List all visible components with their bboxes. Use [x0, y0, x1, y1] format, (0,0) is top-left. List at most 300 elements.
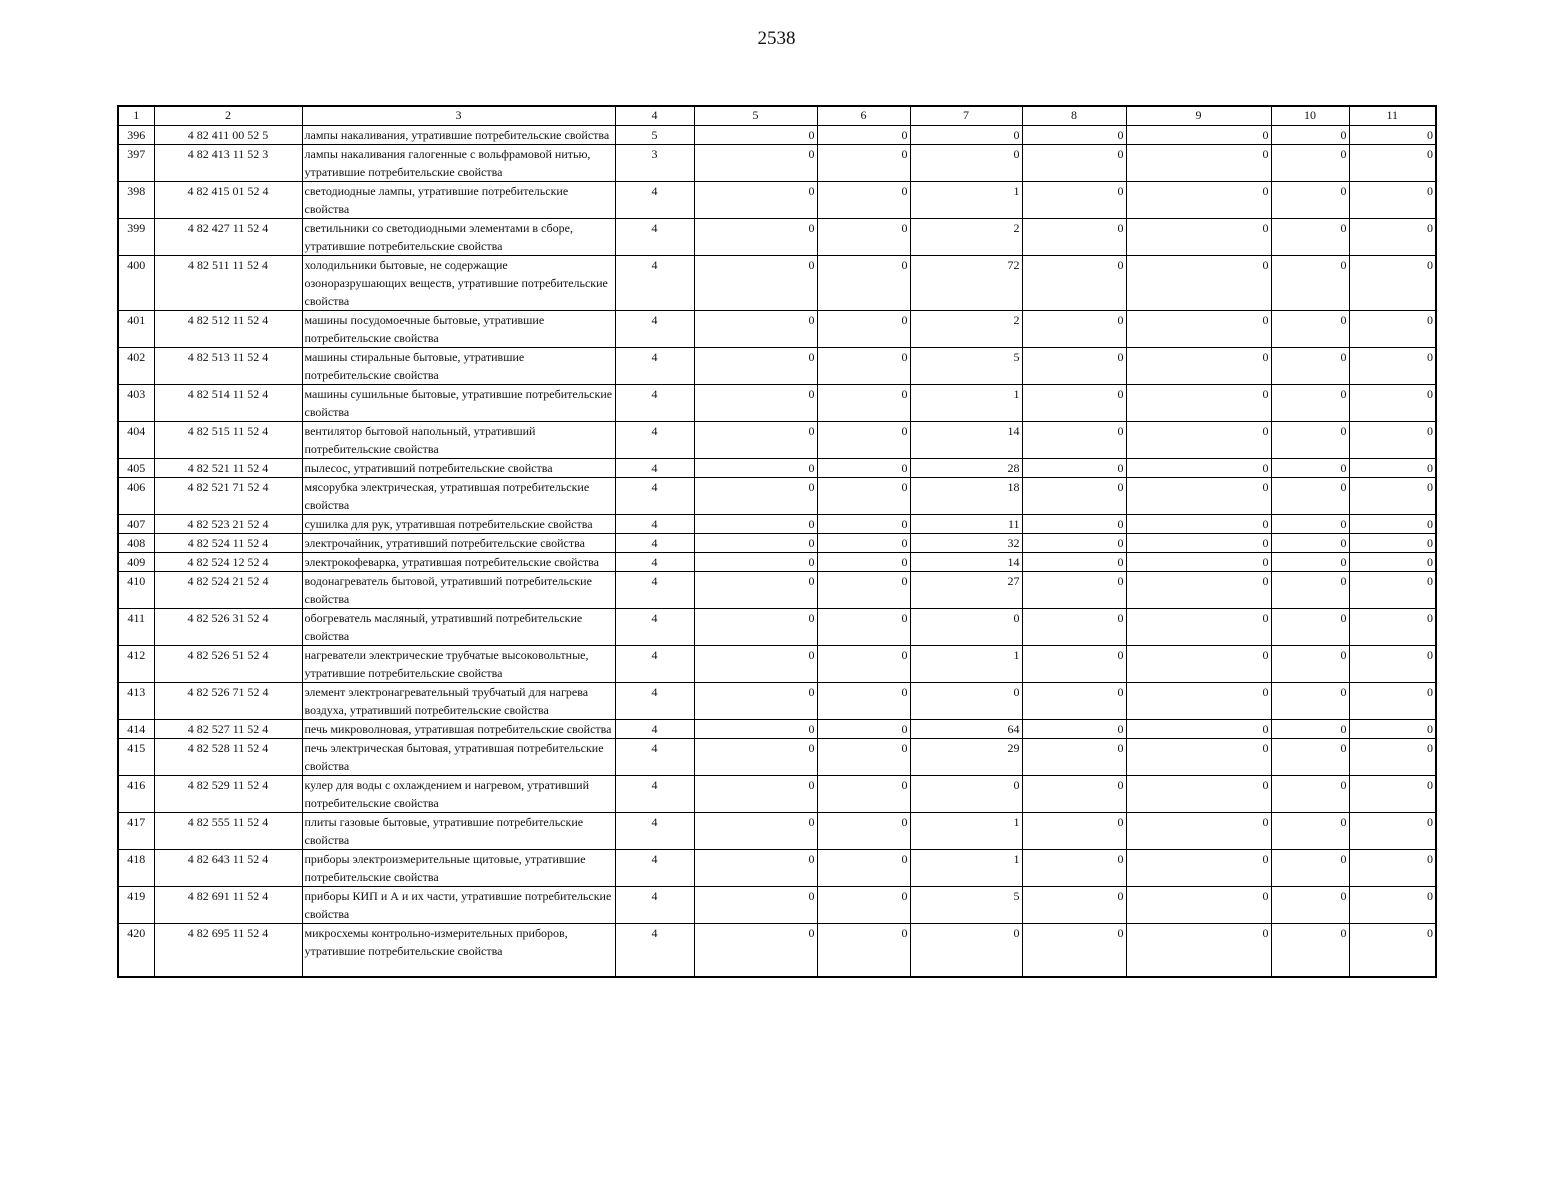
value-col-10: 0 [1271, 478, 1349, 515]
value-col-10: 0 [1271, 459, 1349, 478]
waste-code: 4 82 521 11 52 4 [154, 459, 302, 478]
value-col-11: 0 [1349, 478, 1436, 515]
value-col-11: 0 [1349, 776, 1436, 813]
value-col-6: 0 [817, 478, 910, 515]
value-col-8: 0 [1022, 182, 1126, 219]
value-col-7: 1 [910, 182, 1022, 219]
value-col-10: 0 [1271, 683, 1349, 720]
waste-name: плиты газовые бытовые, утратившие потребительские свойства [302, 813, 615, 850]
value-col-10: 0 [1271, 256, 1349, 311]
value-col-5: 0 [694, 572, 817, 609]
value-col-6: 0 [817, 739, 910, 776]
value-col-6: 0 [817, 609, 910, 646]
waste-code: 4 82 524 21 52 4 [154, 572, 302, 609]
row-number: 417 [118, 813, 154, 850]
value-col-6: 0 [817, 813, 910, 850]
value-col-7: 2 [910, 219, 1022, 256]
value-col-8: 0 [1022, 924, 1126, 978]
value-col-9: 0 [1126, 553, 1271, 572]
column-header: 4 [615, 106, 694, 126]
waste-name: лампы накаливания, утратившие потребительские свойства [302, 126, 615, 145]
value-col-5: 0 [694, 311, 817, 348]
value-col-11: 0 [1349, 219, 1436, 256]
value-col-9: 0 [1126, 776, 1271, 813]
value-col-5: 0 [694, 422, 817, 459]
value-col-11: 0 [1349, 145, 1436, 182]
row-number: 411 [118, 609, 154, 646]
value-col-6: 0 [817, 256, 910, 311]
value-col-5: 0 [694, 348, 817, 385]
hazard-class: 4 [615, 256, 694, 311]
value-col-6: 0 [817, 126, 910, 145]
hazard-class: 3 [615, 145, 694, 182]
waste-name: печь электрическая бытовая, утратившая потребительские свойства [302, 739, 615, 776]
column-header: 11 [1349, 106, 1436, 126]
value-col-5: 0 [694, 813, 817, 850]
waste-name: кулер для воды с охлаждением и нагревом, утративший потребительские свойства [302, 776, 615, 813]
waste-code: 4 82 524 11 52 4 [154, 534, 302, 553]
value-col-6: 0 [817, 348, 910, 385]
table-row [118, 572, 1436, 609]
column-header: 10 [1271, 106, 1349, 126]
value-col-8: 0 [1022, 126, 1126, 145]
hazard-class: 4 [615, 422, 694, 459]
waste-code: 4 82 526 31 52 4 [154, 609, 302, 646]
waste-name: электрочайник, утративший потребительские свойства [302, 534, 615, 553]
value-col-5: 0 [694, 534, 817, 553]
waste-name: микросхемы контрольно-измерительных приборов, утратившие потребительские свойства [302, 924, 615, 978]
value-col-7: 29 [910, 739, 1022, 776]
value-col-11: 0 [1349, 553, 1436, 572]
waste-code: 4 82 511 11 52 4 [154, 256, 302, 311]
value-col-6: 0 [817, 572, 910, 609]
row-number: 410 [118, 572, 154, 609]
table-row [118, 534, 1436, 553]
value-col-8: 0 [1022, 776, 1126, 813]
value-col-9: 0 [1126, 385, 1271, 422]
value-col-7: 5 [910, 887, 1022, 924]
value-col-11: 0 [1349, 422, 1436, 459]
value-col-8: 0 [1022, 256, 1126, 311]
row-number: 399 [118, 219, 154, 256]
column-header: 9 [1126, 106, 1271, 126]
value-col-7: 72 [910, 256, 1022, 311]
value-col-9: 0 [1126, 683, 1271, 720]
waste-name: нагреватели электрические трубчатые высоковольтные, утратившие потребительские свойства [302, 646, 615, 683]
value-col-5: 0 [694, 182, 817, 219]
value-col-7: 0 [910, 609, 1022, 646]
table-row [118, 219, 1436, 256]
hazard-class: 4 [615, 459, 694, 478]
value-col-11: 0 [1349, 924, 1436, 978]
row-number: 414 [118, 720, 154, 739]
value-col-5: 0 [694, 776, 817, 813]
value-col-5: 0 [694, 887, 817, 924]
value-col-11: 0 [1349, 813, 1436, 850]
hazard-class: 4 [615, 609, 694, 646]
value-col-7: 1 [910, 385, 1022, 422]
value-col-5: 0 [694, 515, 817, 534]
hazard-class: 4 [615, 646, 694, 683]
value-col-11: 0 [1349, 256, 1436, 311]
value-col-11: 0 [1349, 515, 1436, 534]
table-row [118, 720, 1436, 739]
waste-name: машины сушильные бытовые, утратившие потребительские свойства [302, 385, 615, 422]
table-row [118, 553, 1436, 572]
value-col-5: 0 [694, 850, 817, 887]
value-col-9: 0 [1126, 609, 1271, 646]
value-col-8: 0 [1022, 646, 1126, 683]
value-col-10: 0 [1271, 422, 1349, 459]
waste-code: 4 82 526 51 52 4 [154, 646, 302, 683]
value-col-5: 0 [694, 646, 817, 683]
value-col-10: 0 [1271, 887, 1349, 924]
value-col-5: 0 [694, 478, 817, 515]
table-row [118, 145, 1436, 182]
value-col-9: 0 [1126, 515, 1271, 534]
value-col-7: 27 [910, 572, 1022, 609]
waste-name: светильники со светодиодными элементами в сборе, утратившие потребительские свойства [302, 219, 615, 256]
table-body [118, 126, 1436, 978]
row-number: 405 [118, 459, 154, 478]
value-col-11: 0 [1349, 385, 1436, 422]
waste-name: приборы КИП и А и их части, утратившие потребительские свойства [302, 887, 615, 924]
waste-name: пылесос, утративший потребительские свойства [302, 459, 615, 478]
value-col-8: 0 [1022, 422, 1126, 459]
row-number: 403 [118, 385, 154, 422]
value-col-9: 0 [1126, 182, 1271, 219]
table-row [118, 348, 1436, 385]
value-col-8: 0 [1022, 145, 1126, 182]
value-col-11: 0 [1349, 348, 1436, 385]
row-number: 413 [118, 683, 154, 720]
value-col-5: 0 [694, 385, 817, 422]
value-col-8: 0 [1022, 850, 1126, 887]
value-col-10: 0 [1271, 739, 1349, 776]
value-col-11: 0 [1349, 887, 1436, 924]
table-row [118, 683, 1436, 720]
page-number: 2538 [757, 28, 796, 49]
value-col-10: 0 [1271, 813, 1349, 850]
value-col-5: 0 [694, 219, 817, 256]
waste-name: мясорубка электрическая, утратившая потребительские свойства [302, 478, 615, 515]
value-col-10: 0 [1271, 348, 1349, 385]
column-header: 3 [302, 106, 615, 126]
waste-name: водонагреватель бытовой, утративший потребительские свойства [302, 572, 615, 609]
table-row [118, 385, 1436, 422]
value-col-9: 0 [1126, 887, 1271, 924]
table-row [118, 422, 1436, 459]
value-col-10: 0 [1271, 515, 1349, 534]
value-col-5: 0 [694, 739, 817, 776]
value-col-11: 0 [1349, 739, 1436, 776]
value-col-9: 0 [1126, 256, 1271, 311]
value-col-5: 0 [694, 720, 817, 739]
value-col-7: 0 [910, 145, 1022, 182]
hazard-class: 4 [615, 478, 694, 515]
value-col-7: 11 [910, 515, 1022, 534]
value-col-9: 0 [1126, 348, 1271, 385]
value-col-8: 0 [1022, 478, 1126, 515]
hazard-class: 4 [615, 572, 694, 609]
value-col-6: 0 [817, 385, 910, 422]
value-col-8: 0 [1022, 813, 1126, 850]
waste-code: 4 82 643 11 52 4 [154, 850, 302, 887]
value-col-6: 0 [817, 219, 910, 256]
hazard-class: 4 [615, 348, 694, 385]
value-col-10: 0 [1271, 572, 1349, 609]
column-header: 2 [154, 106, 302, 126]
hazard-class: 4 [615, 887, 694, 924]
value-col-10: 0 [1271, 646, 1349, 683]
value-col-6: 0 [817, 422, 910, 459]
table-row [118, 776, 1436, 813]
table-row [118, 256, 1436, 311]
value-col-9: 0 [1126, 219, 1271, 256]
value-col-7: 64 [910, 720, 1022, 739]
value-col-8: 0 [1022, 609, 1126, 646]
value-col-5: 0 [694, 459, 817, 478]
value-col-6: 0 [817, 553, 910, 572]
hazard-class: 4 [615, 683, 694, 720]
waste-code: 4 82 512 11 52 4 [154, 311, 302, 348]
value-col-9: 0 [1126, 813, 1271, 850]
value-col-9: 0 [1126, 534, 1271, 553]
value-col-11: 0 [1349, 126, 1436, 145]
value-col-9: 0 [1126, 924, 1271, 978]
waste-code: 4 82 415 01 52 4 [154, 182, 302, 219]
value-col-11: 0 [1349, 720, 1436, 739]
value-col-6: 0 [817, 182, 910, 219]
value-col-8: 0 [1022, 572, 1126, 609]
column-header: 8 [1022, 106, 1126, 126]
header-row [118, 106, 1436, 126]
value-col-8: 0 [1022, 515, 1126, 534]
hazard-class: 4 [615, 776, 694, 813]
value-col-8: 0 [1022, 348, 1126, 385]
hazard-class: 4 [615, 182, 694, 219]
value-col-8: 0 [1022, 311, 1126, 348]
value-col-6: 0 [817, 776, 910, 813]
value-col-10: 0 [1271, 924, 1349, 978]
value-col-9: 0 [1126, 311, 1271, 348]
row-number: 409 [118, 553, 154, 572]
value-col-7: 14 [910, 422, 1022, 459]
value-col-5: 0 [694, 126, 817, 145]
value-col-6: 0 [817, 720, 910, 739]
value-col-11: 0 [1349, 459, 1436, 478]
value-col-7: 1 [910, 646, 1022, 683]
row-number: 419 [118, 887, 154, 924]
value-col-6: 0 [817, 887, 910, 924]
value-col-7: 28 [910, 459, 1022, 478]
table-row [118, 850, 1436, 887]
value-col-8: 0 [1022, 887, 1126, 924]
value-col-6: 0 [817, 683, 910, 720]
value-col-11: 0 [1349, 182, 1436, 219]
table-row [118, 311, 1436, 348]
value-col-5: 0 [694, 256, 817, 311]
waste-name: электрокофеварка, утратившая потребительские свойства [302, 553, 615, 572]
row-number: 396 [118, 126, 154, 145]
waste-code: 4 82 528 11 52 4 [154, 739, 302, 776]
value-col-10: 0 [1271, 385, 1349, 422]
waste-name: приборы электроизмерительные щитовые, утратившие потребительские свойства [302, 850, 615, 887]
value-col-10: 0 [1271, 553, 1349, 572]
value-col-11: 0 [1349, 311, 1436, 348]
value-col-7: 0 [910, 776, 1022, 813]
value-col-6: 0 [817, 924, 910, 978]
row-number: 420 [118, 924, 154, 978]
value-col-9: 0 [1126, 739, 1271, 776]
value-col-8: 0 [1022, 534, 1126, 553]
value-col-9: 0 [1126, 850, 1271, 887]
row-number: 415 [118, 739, 154, 776]
hazard-class: 4 [615, 739, 694, 776]
value-col-7: 14 [910, 553, 1022, 572]
value-col-9: 0 [1126, 459, 1271, 478]
waste-name: вентилятор бытовой напольный, утративший потребительские свойства [302, 422, 615, 459]
value-col-7: 18 [910, 478, 1022, 515]
value-col-7: 1 [910, 850, 1022, 887]
value-col-7: 0 [910, 924, 1022, 978]
table-row [118, 609, 1436, 646]
value-col-5: 0 [694, 924, 817, 978]
hazard-class: 4 [615, 813, 694, 850]
value-col-11: 0 [1349, 646, 1436, 683]
hazard-class: 4 [615, 515, 694, 534]
waste-name: лампы накаливания галогенные с вольфрамовой нитью, утратившие потребительские свойства [302, 145, 615, 182]
waste-name: сушилка для рук, утратившая потребительские свойства [302, 515, 615, 534]
row-number: 406 [118, 478, 154, 515]
value-col-9: 0 [1126, 572, 1271, 609]
value-col-7: 32 [910, 534, 1022, 553]
value-col-10: 0 [1271, 219, 1349, 256]
table-row [118, 515, 1436, 534]
column-header: 7 [910, 106, 1022, 126]
table-row [118, 887, 1436, 924]
hazard-class: 4 [615, 534, 694, 553]
row-number: 402 [118, 348, 154, 385]
value-col-6: 0 [817, 534, 910, 553]
value-col-5: 0 [694, 683, 817, 720]
column-header: 5 [694, 106, 817, 126]
hazard-class: 5 [615, 126, 694, 145]
value-col-9: 0 [1126, 720, 1271, 739]
row-number: 418 [118, 850, 154, 887]
waste-name: элемент электронагревательный трубчатый для нагрева воздуха, утративший потребительские свойства [302, 683, 615, 720]
waste-code: 4 82 524 12 52 4 [154, 553, 302, 572]
value-col-8: 0 [1022, 683, 1126, 720]
waste-name: печь микроволновая, утратившая потребительские свойства [302, 720, 615, 739]
value-col-10: 0 [1271, 720, 1349, 739]
table-row [118, 646, 1436, 683]
hazard-class: 4 [615, 720, 694, 739]
value-col-11: 0 [1349, 609, 1436, 646]
value-col-10: 0 [1271, 850, 1349, 887]
waste-code: 4 82 555 11 52 4 [154, 813, 302, 850]
value-col-9: 0 [1126, 126, 1271, 145]
waste-code: 4 82 691 11 52 4 [154, 887, 302, 924]
hazard-class: 4 [615, 850, 694, 887]
waste-code: 4 82 515 11 52 4 [154, 422, 302, 459]
row-number: 400 [118, 256, 154, 311]
column-header: 6 [817, 106, 910, 126]
waste-code: 4 82 523 21 52 4 [154, 515, 302, 534]
table-row [118, 813, 1436, 850]
value-col-10: 0 [1271, 311, 1349, 348]
value-col-11: 0 [1349, 572, 1436, 609]
row-number: 416 [118, 776, 154, 813]
value-col-10: 0 [1271, 534, 1349, 553]
waste-name: светодиодные лампы, утратившие потребительские свойства [302, 182, 615, 219]
row-number: 408 [118, 534, 154, 553]
column-header: 1 [118, 106, 154, 126]
table-row [118, 478, 1436, 515]
row-number: 401 [118, 311, 154, 348]
hazard-class: 4 [615, 311, 694, 348]
value-col-5: 0 [694, 553, 817, 572]
waste-code: 4 82 526 71 52 4 [154, 683, 302, 720]
hazard-class: 4 [615, 924, 694, 978]
value-col-8: 0 [1022, 720, 1126, 739]
value-col-7: 5 [910, 348, 1022, 385]
hazard-class: 4 [615, 385, 694, 422]
value-col-6: 0 [817, 850, 910, 887]
value-col-6: 0 [817, 145, 910, 182]
waste-code: 4 82 529 11 52 4 [154, 776, 302, 813]
waste-code: 4 82 427 11 52 4 [154, 219, 302, 256]
value-col-9: 0 [1126, 646, 1271, 683]
value-col-10: 0 [1271, 126, 1349, 145]
table-row [118, 126, 1436, 145]
waste-code: 4 82 514 11 52 4 [154, 385, 302, 422]
row-number: 412 [118, 646, 154, 683]
row-number: 398 [118, 182, 154, 219]
table-row [118, 739, 1436, 776]
value-col-6: 0 [817, 459, 910, 478]
value-col-7: 2 [910, 311, 1022, 348]
table-row [118, 459, 1436, 478]
value-col-8: 0 [1022, 553, 1126, 572]
waste-code: 4 82 695 11 52 4 [154, 924, 302, 978]
value-col-6: 0 [817, 515, 910, 534]
row-number: 407 [118, 515, 154, 534]
waste-name: машины стиральные бытовые, утратившие потребительские свойства [302, 348, 615, 385]
hazard-class: 4 [615, 553, 694, 572]
value-col-7: 0 [910, 683, 1022, 720]
value-col-5: 0 [694, 609, 817, 646]
value-col-11: 0 [1349, 683, 1436, 720]
waste-name: обогреватель масляный, утративший потребительские свойства [302, 609, 615, 646]
waste-code: 4 82 413 11 52 3 [154, 145, 302, 182]
value-col-8: 0 [1022, 385, 1126, 422]
value-col-9: 0 [1126, 478, 1271, 515]
table-row [118, 182, 1436, 219]
value-col-11: 0 [1349, 534, 1436, 553]
table-row [118, 924, 1436, 978]
waste-code: 4 82 521 71 52 4 [154, 478, 302, 515]
value-col-10: 0 [1271, 609, 1349, 646]
value-col-8: 0 [1022, 219, 1126, 256]
row-number: 397 [118, 145, 154, 182]
value-col-10: 0 [1271, 145, 1349, 182]
value-col-5: 0 [694, 145, 817, 182]
value-col-8: 0 [1022, 739, 1126, 776]
value-col-8: 0 [1022, 459, 1126, 478]
value-col-9: 0 [1126, 422, 1271, 459]
waste-table [117, 105, 1437, 978]
